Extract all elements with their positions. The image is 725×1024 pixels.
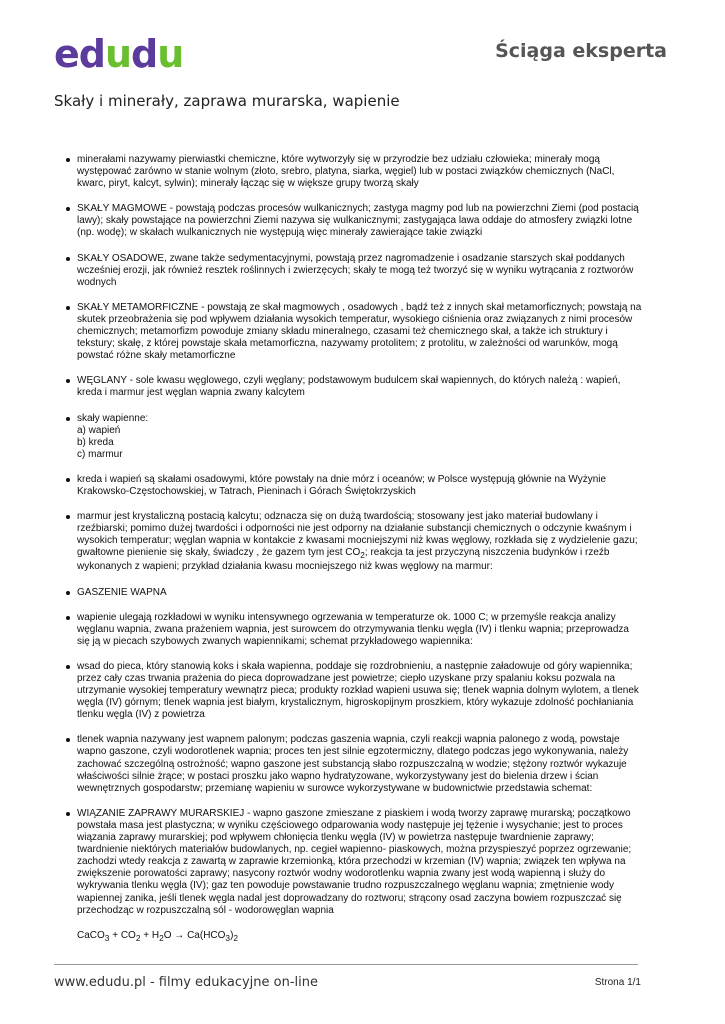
list-item — [66, 253, 642, 289]
list-item-text: tlenek wapnia nazywany jest wapnem palonym; podczas gaszenia wapnia, czyli reakcji wapnia palonego z wodą, powstaje wapno gaszone, czyli wodorotlenek wapnia; proces ten jest silnie egzotermiczny, dlatego podczas jego wykonywania, należy zachować szczególną ostrożność; wapno gaszone jest substancją słabo rozpuszczalną w wodzie; stężony roztwór wykazuje właściwości silnie żrące; w postaci proszku jako wapno hydratyzowane, wykorzystywany jest do bielenia drzew i ścian wewnętrznych gospodarstw; przemianę wapieniu w surowce wykorzystywane w budownictwie przedstawia schemat: — [77, 734, 629, 794]
chemical-formula — [66, 930, 642, 944]
list-item-rocks — [66, 413, 642, 461]
list-item — [66, 661, 642, 721]
logo-letter: u — [104, 32, 132, 76]
rocks-option: b) kreda — [77, 436, 114, 448]
list-item-text: wapienie ulegają rozkładowi w wyniku intensywnego ogrzewania w temperaturze ok. 1000 C; w przemyśle reakcja analizy węglanu wapnia, zwana prażeniem wapnia, jest surowcem do otrzymywania tlenku węgla (IV) i tlenku wapnia; przeprowadza się ją w piecach szybowych zwanych wapiennikami; schemat przykładowego wapiennika: — [77, 611, 629, 647]
page-title: Skały i minerały, zaprawa murarska, wapienie — [54, 92, 400, 110]
formula-part: ) — [230, 929, 234, 941]
formula-subscript: 2 — [159, 932, 164, 943]
brand-tagline: Ściąga eksperta — [495, 40, 667, 62]
rocks-option: c) marmur — [77, 448, 123, 460]
formula-subscript: 2 — [135, 932, 141, 943]
list-item — [66, 302, 642, 362]
logo-wordmark — [54, 32, 183, 76]
marble-text: marmur jest krystaliczną postacią kalcytu; odznacza się on dużą twardością; stosowany jest jako materiał budowlany i rzeźbiarski; pomimo dużej twardości i odporności nie jest odporny na działanie substancji chemicznych o odczynie kwaśnym i wysokich temperatur; węglan wapnia w kontakcie z kwasami mocniejszymi niż kwas węglowy, rozkłada się z wydzielenie gazu; gwałtowne pienienie się skały, świadczy , że gazem tym jest CO — [77, 511, 638, 559]
logo[interactable] — [54, 32, 183, 82]
logo-letter: u — [157, 32, 184, 76]
formula-subscript: 3 — [104, 932, 110, 943]
rocks-heading: skały wapienne: — [77, 412, 149, 424]
list-item-text: kreda i wapień są skałami osadowymi, które powstały na dnie mórz i oceanów; w Polsce występują głównie na Wyżynie Krakowsko-Częstochowskiej, w Tatrach, Pieninach i Górach Świętokrzyskich — [77, 473, 607, 497]
footer-site-link[interactable]: www.edudu.pl - filmy edukacyjne on-line — [54, 975, 318, 990]
list-item-text: wsad do pieca, który stanowią koks i skała wapienna, poddaje się rozdrobnieniu, a następnie załadowuje od góry wapiennika; przez cały czas trwania prażenia do pieca doprowadzane jest powietrze; ciepło uzyskane przy spalaniu koksu pozwala na utrzymanie wysokiej temperatury wewnątrz pieca; produkty rozkład wapieni usuwa się; tlenek wapnia dolnym wylotem, a tlenek węgla (IV) górnym; tlenek wapnia jest białym, krystalicznym, higroskopijnym proszkiem, który wykazuje zdolność pochłaniania tlenku węgla (IV) z powietrza — [77, 660, 639, 721]
list-item — [66, 154, 642, 190]
list-item — [66, 612, 642, 648]
list-item-marble — [66, 511, 642, 573]
marble-subscript: 2 — [360, 550, 365, 561]
list-item-text: WIĄZANIE ZAPRAWY MURARSKIEJ - wapno gaszone zmieszane z piaskiem i wodą tworzy zaprawę murarską; początkowo powstała masa jest plastyczna; w wyniku częściowego odparowania wody następuje jej tężenie i wysychanie; jest to proces wiązania zaprawy murarskiej; pod wpływem chłonięcia tlenku węgla (IV) w powietrza następuje twardnienie zaprawy; twardnienie niektórych materiałów budowlanych, np. cegieł wapienno- piaskowych, można przyspieszyć poprzez ogrzewanie; zachodzi wtedy reakcja z zawartą w zaprawie krzemionką, która przechodzi w krzemian (IV) wapnia; związek ten wpływa na zwiększenie porowatości zaprawy; nasycony roztwór wodny wodorotlenku wapnia zwany jest wodą wapienną i służy do wykrywania tlenku węgla (IV); gaz ten powoduje powstawanie trudno rozpuszczalnego węglanu wapnia; zmętnienie wody wapiennej zanika, jeśli tlenek węgla nadal jest doprowadzany do roztworu; strącony osad zaczyna bowiem rozpuszczać się przechodząc w rozpuszczalną sól - wodorowęglan wapnia — [77, 807, 632, 916]
list-item — [66, 375, 642, 399]
document-body — [66, 154, 642, 944]
formula-subscript: 2 — [233, 932, 239, 943]
list-item-text: WĘGLANY - sole kwasu węglowego, czyli węglany; podstawowym budulcem skał wapiennych, do których należą : wapień, kreda i marmur jest węglan wapnia zwany kalcytem — [77, 375, 621, 399]
logo-letter: d — [131, 32, 158, 76]
list-item-text: minerałami nazywamy pierwiastki chemiczne, które wytworzyły się w przyrodzie bez udziału człowieka; minerały mogą występować zarówno w stanie wolnym (złoto, srebro, platyna, siarka, węgiel) lub w postaci związków chemicznych (NaCl, kwarc, piryt, kalcyt, sylwin); minerały łącząc się w większe grupy tworzą skały — [77, 154, 615, 190]
list-item — [66, 587, 642, 599]
list-item — [66, 474, 642, 498]
logo-letter: d — [78, 32, 105, 76]
list-item — [66, 808, 642, 917]
list-item — [66, 203, 642, 239]
formula-subscript: 3 — [225, 932, 231, 943]
list-item — [66, 734, 642, 794]
logo-letter: e — [54, 32, 79, 76]
list-item-text — [77, 511, 642, 573]
marble-text: ; reakcja ta jest przyczyną niszczenia budynków i rzeźb wykonanych z wapieni; przykład działania kwasu mocniejszego niż kwas węglowy na marmur: — [77, 547, 610, 573]
formula-part: + CO — [109, 929, 136, 941]
formula-part: + H — [140, 929, 160, 941]
formula-part: O → Ca(HCO — [163, 929, 226, 941]
formula-part: CaCO — [77, 929, 105, 941]
list-item-text: SKAŁY OSADOWE, zwane także sedymentacyjnymi, powstają przez nagromadzenie i osadzanie starszych skał poddanych wcześniej erozji, jak również resztek roślinnych i zwierzęcych; skały te mogą też tworzyć się w wyniku wytrącania z roztworów wodnych — [77, 252, 634, 288]
list-item-text: SKAŁY METAMORFICZNE - powstają ze skał magmowych , osadowych , bądź też z innych skał metamorficznych; powstają na skutek przeobrażenia się pod wpływem działania wysokich temperatur, wysokiego ciśnienia oraz związanych z nimi procesów chemicznych; metamorfizm powoduje zmiany składu mineralnego, czasami też chemicznego skał, a także ich struktury i tekstury; skałę, z której powstaje skała metamorficzna, nazywamy protolitem; z protolitu, w zależności od warunków, mogą powstać różne skały metamorficzne — [77, 301, 642, 362]
rocks-option: a) wapień — [77, 424, 121, 436]
page-number: Strona 1/1 — [594, 977, 641, 988]
list-item-text: SKAŁY MAGMOWE - powstają podczas procesów wulkanicznych; zastyga magmy pod lub na powierzchni Ziemi (pod postacią lawy); skały powstające na powierzchni Ziemi nazywa się wulkanicznymi; zastygająca lawa oddaje do atmosfery związki lotne (np. wodę); w skałach wulkanicznych nie występują więc minerały zawierające takie związki — [77, 203, 639, 239]
list-item-text: GASZENIE WAPNA — [77, 586, 167, 598]
footer-divider — [54, 964, 638, 965]
